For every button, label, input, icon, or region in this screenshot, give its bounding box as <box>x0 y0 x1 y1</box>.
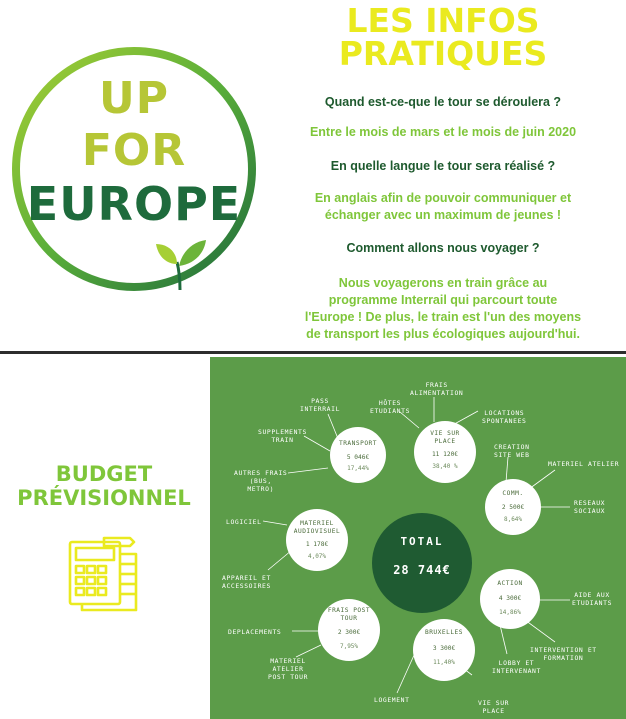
node-materiel-audiovisuel <box>286 509 348 571</box>
answer-3-line2: programme Interrail qui parcourt toute <box>328 293 558 307</box>
answer-1: Entre le mois de mars et le mois de juin 2020 <box>309 125 577 139</box>
total-circle <box>372 513 472 613</box>
node-materiel-title-1: MATERIEL <box>300 520 334 527</box>
node-materiel-title-2: AUDIOVISUEL <box>293 528 341 535</box>
logo-up: UP <box>99 73 169 124</box>
question-3: Comment allons nous voyager ? <box>346 241 540 255</box>
label-deplacements: DEPLACEMENTS <box>228 628 282 636</box>
node-action-pct: 14,86% <box>499 609 521 616</box>
budget-title-line2: PRÉVISIONNEL <box>17 486 191 510</box>
logo-for: FOR <box>81 125 187 176</box>
label-supplements-train: SUPPLEMENTS TRAIN <box>258 428 307 444</box>
node-transport-value: 5 046€ <box>346 454 370 461</box>
answer-2-line2: échanger avec un maximum de jeunes ! <box>324 208 562 222</box>
node-comm-title: COMM. <box>502 490 524 497</box>
node-action-value: 4 300€ <box>498 595 522 602</box>
node-frais-pct: 7,95% <box>339 643 359 650</box>
answer-3-line3: l'Europe ! De plus, le train est l'un des moyens <box>304 310 582 324</box>
label-logiciel: LOGICIEL <box>226 518 262 526</box>
label-pass-interrail: PASS INTERRAIL <box>300 397 341 413</box>
node-frais-title-1: FRAIS POST <box>327 607 371 614</box>
node-vie-sur-place <box>414 421 476 483</box>
label-materiel-atelier: MATERIEL ATELIER <box>548 460 620 468</box>
node-transport <box>330 427 386 483</box>
node-vie-title-1: VIE SUR <box>430 430 460 437</box>
label-frais-alimentation: FRAIS ALIMENTATION <box>410 381 464 397</box>
answer-3-line1: Nous voyagerons en train grâce au <box>338 276 548 290</box>
node-comm <box>485 479 541 535</box>
node-vie-pct: 38,40 % <box>432 463 458 470</box>
node-frais-value: 2 300€ <box>337 629 361 636</box>
node-vie-value: 11 120€ <box>431 451 459 458</box>
label-materiel-atelier-post-tour: MATERIEL ATELIER POST TOUR <box>268 657 309 681</box>
question-1: Quand est-ce-que le tour se déroulera ? <box>324 95 562 109</box>
question-2: En quelle langue le tour sera réalisé ? <box>330 159 556 173</box>
node-materiel-pct: 4,07% <box>307 553 327 560</box>
label-appareil-accessoires: APPAREIL ET ACCESSOIRES <box>222 574 271 590</box>
section-divider <box>0 351 626 354</box>
node-bruxelles-pct: 11,40% <box>433 659 455 666</box>
label-reseaux-sociaux: RESEAUX SOCIAUX <box>574 499 606 515</box>
node-vie-title-2: PLACE <box>434 438 456 445</box>
node-comm-pct: 8,64% <box>503 516 523 523</box>
node-bruxelles <box>413 619 475 681</box>
node-transport-pct: 17,44% <box>347 465 369 472</box>
answer-3-line4: de transport les plus écologiques aujourd'hui. <box>306 327 580 341</box>
budget-panel <box>210 357 626 719</box>
label-vie-sur-place: VIE SUR PLACE <box>478 699 510 715</box>
node-bruxelles-title: BRUXELLES <box>424 629 464 636</box>
total-value: 28 744€ <box>393 563 451 577</box>
label-creation-site-web: CREATION SITE WEB <box>494 443 530 459</box>
node-frais-post-tour <box>318 599 380 661</box>
sprout-icon <box>150 234 210 294</box>
node-frais-title-2: TOUR <box>340 615 358 622</box>
info-title-line1: LES INFOS <box>346 1 540 40</box>
node-action-title: ACTION <box>497 580 523 587</box>
label-autres-frais: AUTRES FRAIS (BUS, METRO) <box>234 469 288 493</box>
budget-title-line1: BUDGET <box>55 462 153 486</box>
label-aide-etudiants: AIDE AUX ETUDIANTS <box>572 591 613 607</box>
node-transport-title: TRANSPORT <box>338 440 378 447</box>
label-lobby-intervenant: LOBBY ET INTERVENANT <box>492 659 541 675</box>
calculator-icon <box>64 534 144 614</box>
logo-europe: EUROPE <box>26 177 242 231</box>
label-intervention-formation: INTERVENTION ET FORMATION <box>530 646 597 662</box>
node-materiel-value: 1 178€ <box>305 541 329 548</box>
label-locations-spontanees: LOCATIONS SPONTANEES <box>482 409 527 425</box>
up-for-europe-logo <box>8 38 260 300</box>
info-title-line2: PRATIQUES <box>338 34 548 73</box>
label-hotes-etudiants: HÔTES ETUDIANTS <box>370 399 411 415</box>
node-bruxelles-value: 3 300€ <box>432 645 456 652</box>
answer-2-line1: En anglais afin de pouvoir communiquer et <box>314 191 572 205</box>
label-logement: LOGEMENT <box>374 696 410 704</box>
node-action <box>480 569 540 629</box>
total-label: TOTAL <box>400 535 444 548</box>
node-comm-value: 2 500€ <box>501 504 525 511</box>
